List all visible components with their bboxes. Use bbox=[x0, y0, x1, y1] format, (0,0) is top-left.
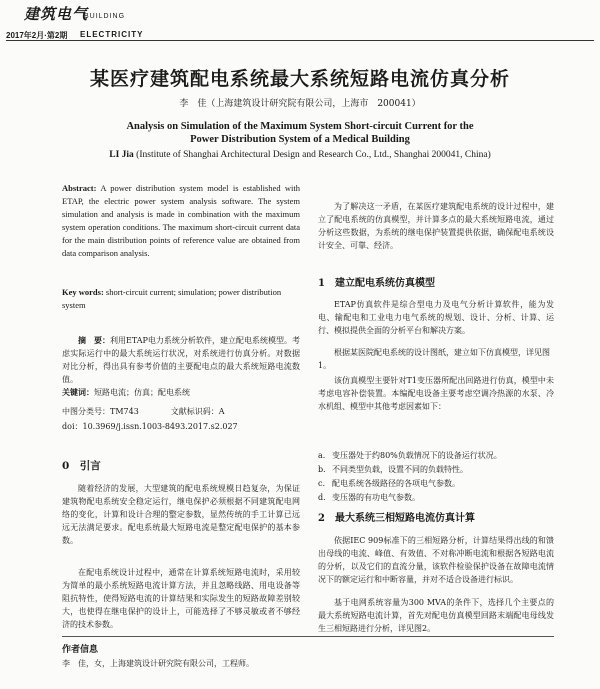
paper-authors-cn: 李 佳（上海建筑设计研究院有限公司，上海市 200041） bbox=[179, 99, 421, 109]
intro-paragraph-1: 随着经济的发展，大型建筑的配电系统规模日趋复杂，为保证建筑物配电系统安全稳定运行，继电保护必须根据不同建筑配电网络的变化，计算和设计合理的整定参数，显然传统的手工计算已远远无法满足要求。配电系统最大短路电流是整定配电保护的基本参数。 bbox=[62, 484, 300, 545]
journal-name-en-line2: ELECTRICITY bbox=[80, 30, 144, 39]
doi: doi：10.3969/j.issn.1003-8493.2017.s2.027 bbox=[62, 422, 238, 431]
intro-paragraph-2: 在配电系统设计过程中，通常在计算系统短路电流时，采用较为简单的最小系统短路电流计算方法，并且忽略线路、用电设备等阻抗特性，使得短路电流的计算结果和实际发生的短路故障差别较大，也使得在继电保护的设计上，可能选择了不够灵敏或者不够经济的技术参数。 bbox=[62, 568, 300, 629]
keywords-en-label: Key words: bbox=[62, 287, 104, 297]
author-en-name: LI Jia bbox=[109, 150, 134, 160]
list-item: c. 配电系统各级路径的各项电气参数。 bbox=[318, 479, 460, 488]
keywords-en bbox=[62, 286, 300, 312]
keywords-cn-label: 关键词： bbox=[62, 387, 94, 397]
abstract-en-text: A power distribution system model is established with ETAP, the electric power system analysis software. The system simulation and analysis is made in combination with the maximum system operation conditions. The maximum short-circuit current data for the main distribution points of reference value are obtained from data comparison analysis. bbox=[62, 183, 301, 258]
journal-name-en-line1: BUILDING bbox=[84, 13, 126, 20]
author-en-affiliation: (Institute of Shanghai Architectural Design and Research Co., Ltd., Shanghai 200041, China) bbox=[136, 150, 491, 160]
section-heading-1: 1 建立配电系统仿真模型 bbox=[318, 278, 435, 289]
section-heading-2: 2 最大系统三相短路电流仿真计算 bbox=[318, 513, 475, 524]
paper-authors-en bbox=[0, 150, 600, 160]
section2-paragraph-1: 依据IEC 909标准下的三相短路分析，计算结果得出线的和馈出母线的电流、峰值、有效值、不对称冲断电流和根据各短路电流的分析，以及它们的直流分量，该软件检验保护设备在故障电流情况下的额定运行和中断容量，并对不适合设备进行标识。 bbox=[318, 536, 554, 584]
keywords-en-text: short-circuit current; simulation; power distribution system bbox=[62, 287, 282, 310]
paper-title-en-line1: Analysis on Simulation of the Maximum System Short-circuit Current for the bbox=[126, 121, 474, 132]
keywords-cn-text: 短路电流；仿真；配电系统 bbox=[94, 388, 190, 397]
list-item: a. 变压器处于约80%负载情况下的设备运行状况。 bbox=[318, 451, 502, 460]
abstract-en bbox=[62, 182, 300, 260]
section1-paragraph-3: 该仿真模型主要针对T1变压器所配出回路进行仿真，模型中未考虑电容补偿装置。本编配电设备主要考虑空调冷热源的水泵、冷水机组、模型中其他考虑因素如下： bbox=[318, 376, 554, 411]
section1-paragraph-2: 根据某医院配电系统的设计图纸，建立如下仿真模型，详见图1。 bbox=[318, 348, 550, 370]
paper-title-en bbox=[110, 120, 490, 146]
footer-divider bbox=[62, 636, 554, 637]
right-paragraph-0: 为了解决这一矛盾，在某医疗建筑配电系统的设计过程中，建立了配电系统的仿真模型，并计算多点的最大系统短路电流，通过分析这些数据，为系统的继电保护装置提供依据，确保配电系统设计安全、可靠、经济。 bbox=[318, 202, 554, 250]
model-factors-list bbox=[318, 449, 554, 505]
abstract-cn bbox=[62, 334, 300, 386]
list-item: d. 变压器的有功电气参数。 bbox=[318, 493, 420, 502]
section2-paragraph-2: 基于电网系统容量为300 MVA的条件下，选择几个主要点的最大系统短路电流计算，首先对配电仿真模型回路末端配电母线发生三相短路进行分析，详见图2。 bbox=[318, 598, 554, 633]
header-divider bbox=[6, 40, 594, 41]
abstract-en-label: Abstract: bbox=[62, 183, 97, 193]
list-item: b. 不同类型负载，设置不同的负载特性。 bbox=[318, 465, 468, 474]
section-heading-intro: 0 引言 bbox=[62, 460, 101, 472]
author-info-text: 李 佳，女，上海建筑设计研究院有限公司，工程师。 bbox=[62, 659, 254, 668]
classification-code: 中图分类号：TM743 文献标识码：A bbox=[62, 407, 225, 416]
journal-issue: 2017年2月·第2期 bbox=[6, 31, 68, 40]
abstract-cn-label: 摘 要： bbox=[78, 335, 111, 345]
abstract-cn-text: 利用ETAP电力系统分析软件，建立配电系统模型。考虑实际运行中的最大系统运行状况，对系统进行仿真分析。对数据对比分析，得出具有参考价值的主要配电点的最大系统短路电流数值。 bbox=[62, 336, 300, 384]
keywords-cn bbox=[62, 386, 300, 399]
section1-paragraph-1: ETAP仿真软件是综合型电力及电气分析计算软件，能为发电、输配电和工业电力电气系统的规划、设计、分析、计算、运行、模拟提供全面的分析平台和解决方案。 bbox=[318, 300, 554, 335]
paper-title-cn: 某医疗建筑配电系统最大系统短路电流仿真分析 bbox=[89, 68, 510, 90]
journal-logo: 建筑电气 bbox=[24, 5, 89, 23]
author-info-label: 作者信息 bbox=[62, 645, 99, 655]
paper-title-en-line2: Power Distribution System of a Medical Building bbox=[190, 134, 410, 145]
